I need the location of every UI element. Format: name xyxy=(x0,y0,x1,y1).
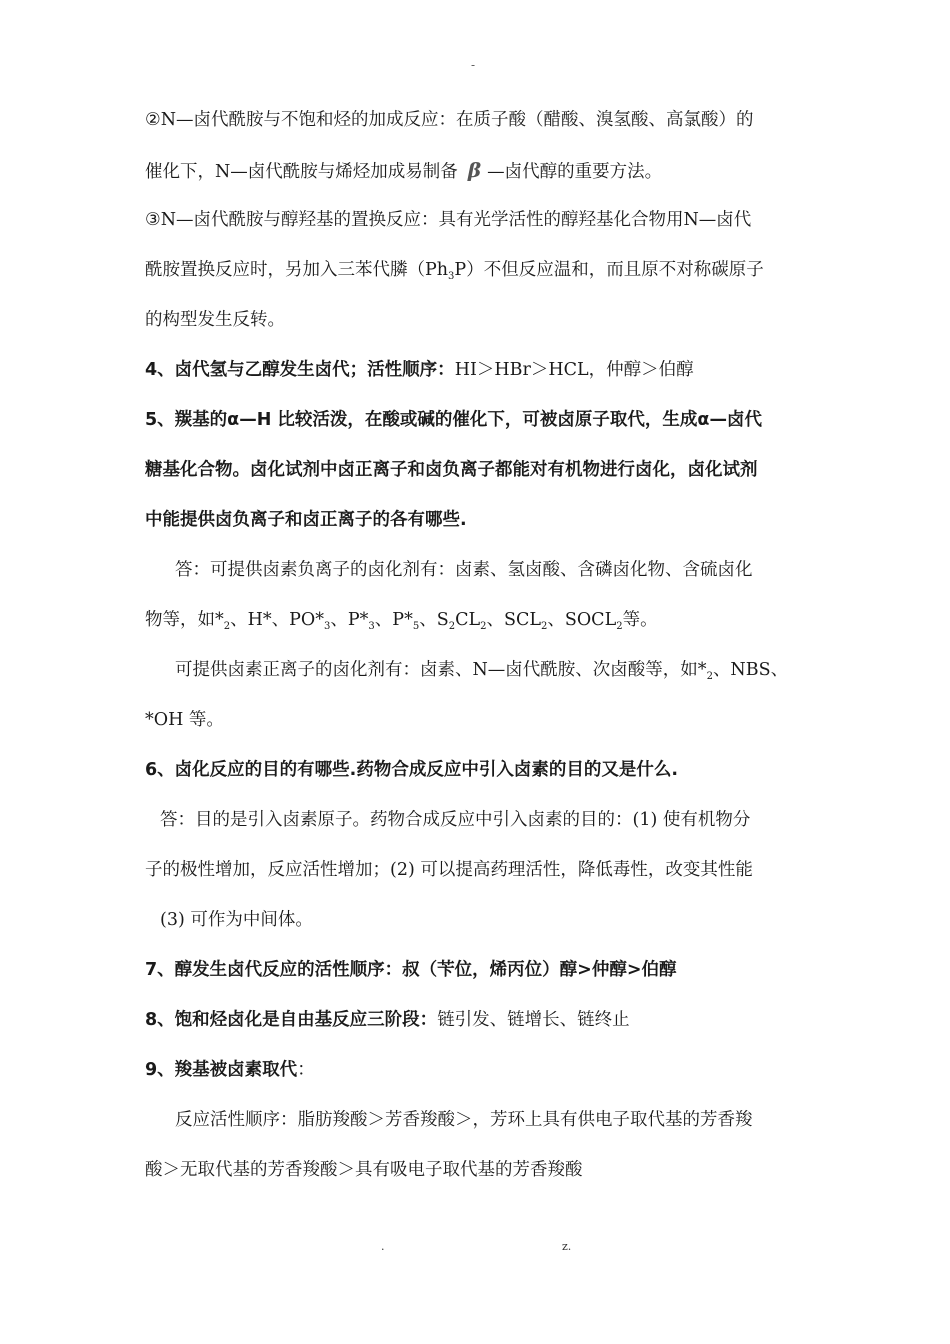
question-5-line-2: 糖基化合物。卤化试剂中卤正离子和卤负离子都能对有机物进行卤化，卤化试剂 xyxy=(145,460,758,480)
subscript: 2 xyxy=(616,621,623,632)
text-line xyxy=(145,258,764,285)
answer-5-line-2 xyxy=(145,608,658,635)
subscript: 2 xyxy=(448,621,456,632)
answer-6-line-2: 子的极性增加，反应活性增加；(2) 可以提高药理活性，降低毒性，改变其性能 xyxy=(145,860,753,880)
question-5-line-3: 中能提供卤负离子和卤正离子的各有哪些. xyxy=(145,510,467,530)
answer-9-line-2: 酸＞无取代基的芳香羧酸＞具有吸电子取代基的芳香羧酸 xyxy=(145,1160,583,1180)
text-line xyxy=(145,158,662,184)
subscript: 2 xyxy=(223,621,231,632)
answer-5-line-4: *OH 等。 xyxy=(145,710,224,730)
answer-9-line-1: 反应活性顺序：脂肪羧酸＞芳香羧酸＞，芳环上具有供电子取代基的芳香羧 xyxy=(175,1110,753,1130)
question-4 xyxy=(145,358,694,382)
footer-left: . xyxy=(381,1240,385,1253)
subscript: 5 xyxy=(412,621,420,632)
text: P）不但反应温和，而且原不对称碳原子 xyxy=(454,260,764,280)
text: ②N—卤代酰胺与不饱和烃的加成反应：在质子酸（醋酸、溴氢酸、高氯酸）的 xyxy=(145,110,754,130)
text: —卤代醇的重要方法。 xyxy=(487,162,663,182)
question-9 xyxy=(145,1058,315,1082)
text: 的构型发生反转。 xyxy=(145,310,285,330)
subscript: 2 xyxy=(480,621,487,632)
text: 链引发、链增长、链终止 xyxy=(437,1010,630,1030)
answer-5-line-1: 答：可提供卤素负离子的卤化剂有：卤素、氢卤酸、含磷卤化物、含硫卤化 xyxy=(175,560,753,580)
text: HI＞HBr＞HCL，仲醇＞伯醇 xyxy=(454,360,694,380)
subscript: 3 xyxy=(448,271,455,282)
answer-6-line-1: 答：目的是引入卤素原子。药物合成反应中引入卤素的目的：(1) 使有机物分 xyxy=(160,810,751,830)
text: 、S xyxy=(419,610,449,630)
question-7: 7、醇发生卤代反应的活性顺序：叔（苄位，烯丙位）醇>仲醇>伯醇 xyxy=(145,960,677,980)
text: ： xyxy=(297,1060,315,1080)
text: 、H*、PO* xyxy=(230,610,325,630)
text: 、NBS、 xyxy=(712,660,789,680)
text-line xyxy=(145,108,754,132)
answer-6-line-3: (3) 可作为中间体。 xyxy=(160,910,313,930)
text: CL xyxy=(455,610,481,630)
text: 催化下，N—卤代酰胺与烯烃加成易制备 xyxy=(145,162,458,182)
subscript: 2 xyxy=(540,621,548,632)
text: 可提供卤素正离子的卤化剂有：卤素、N—卤代酰胺、次卤酸等，如* xyxy=(175,660,707,680)
text: 、P* xyxy=(374,610,413,630)
text-line xyxy=(145,208,751,232)
question-6: 6、卤化反应的目的有哪些.药物合成反应中引入卤素的目的又是什么. xyxy=(145,760,678,780)
text: 物等，如* xyxy=(145,610,224,630)
subscript: 3 xyxy=(368,621,375,632)
text: ③N—卤代酰胺与醇羟基的置换反应：具有光学活性的醇羟基化合物用N—卤代 xyxy=(145,210,752,230)
header-mark: - xyxy=(471,58,476,72)
text: 、SCL xyxy=(486,610,541,630)
question-8 xyxy=(145,1008,630,1032)
text: 、P* xyxy=(330,610,369,630)
answer-5-line-3 xyxy=(175,658,788,685)
text: 酰胺置换反应时，另加入三苯代膦（Ph xyxy=(145,260,449,280)
text: 等。 xyxy=(622,610,658,630)
question-text: 9、羧基被卤素取代 xyxy=(145,1060,298,1080)
subscript: 2 xyxy=(706,671,713,682)
question-5-line-1: 5、羰基的α—H 比较活泼，在酸或碱的催化下，可被卤原子取代，生成α—卤代 xyxy=(145,410,762,430)
subscript: 3 xyxy=(324,621,331,632)
text: 、SOCL xyxy=(547,610,617,630)
question-text: 4、卤代氢与乙醇发生卤代；活性顺序： xyxy=(145,360,455,380)
beta-symbol: β xyxy=(467,158,482,182)
question-text: 8、饱和烃卤化是自由基反应三阶段： xyxy=(145,1010,438,1030)
text-line xyxy=(145,308,285,332)
footer-right: z. xyxy=(562,1240,572,1253)
